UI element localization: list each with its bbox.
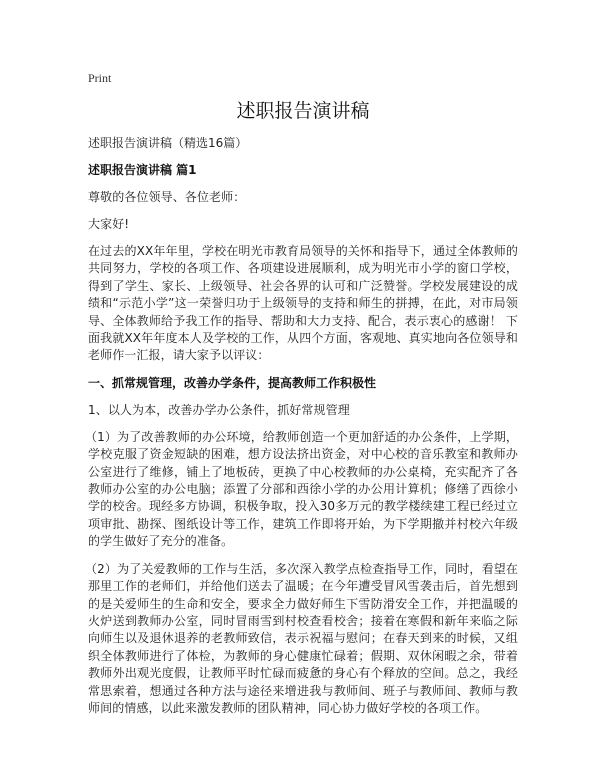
salutation: 尊敬的各位领导、各位老师： xyxy=(88,190,246,204)
greeting: 大家好! xyxy=(88,217,130,231)
paragraph-1: （1）为了改善教师的办公环境，给教师创造一个更加舒适的办公条件，上学期，学校克服了资金短缺的困难，想方设法挤出资金，对中心校的音乐教室和教师办公室进行了维修，铺上了地板砖，更换了中心校教师的办公桌椅，充实配齐了各教师办公室的办公电脑；添置了分部和西徐小学的办公用计算机；修缮了西徐小学的校舍。现经多方协调，积极争取，投入30多万元的教学楼续建工程已经过立项审批、勘探、图纸设计等工作，建筑工作即将开始，为下学期撤并村校六年级的学生做好了充分的准备。 xyxy=(85,429,518,549)
document-title: 述职报告演讲稿 xyxy=(236,100,370,122)
document-page xyxy=(85,70,518,727)
intro-paragraph: 在过去的XX年年里，学校在明光市教育局领导的关怀和指导下，通过全体教师的共同努力，学校的各项工作、各项建设进展顺利，成为明光市小学的窗口学校，得到了学生、家长、上级领导、社会各界的认可和广泛赞誉。学校发展建设的成绩和“示范小学”这一荣誉归功于上级领导的支持和师生的拼搏，在此，对市局领导、全体教师给予我工作的指导、帮助和大力支持、配合，表示衷心的感谢！ 下面我就XX年年度本人及学校的工作，从四个方面，客观地、真实地向各位领导和老师作一汇报，请大家予以评议： xyxy=(88,244,518,363)
paragraph-2: （2）为了关爱教师的工作与生活，多次深入教学点检查指导工作，同时，看望在那里工作的老师们，并给他们送去了温暖；在今年遭受冒风雪袭击后，首先想到的是关爱师生的生命和安全，要求全力做好师生下雪防滑安全工作，并把温暖的火炉送到教师办公室，同时冒雨雪到村校查看校舍；接着在寒假和新年来临之际向师生以及退休退养的老教师致信，表示祝福与慰问；在春天到来的时候，又组织全体教师进行了体检，为教师的身心健康忙碌着；假期、双休闲暇之余，带着教师外出观光度假，让教师平时忙碌而疲惫的身心有个释放的空间。总之，我经常思索着，想通过各种方法与途径来增进我与教师间、班子与教师间、教师与教师间的情感，以此来激发教师的团队精神，同心协力做好学校的各项工作。 xyxy=(85,561,518,715)
subheading-1: 1、以人为本，改善办学办公条件，抓好常规管理 xyxy=(88,402,350,417)
document-subtitle: 述职报告演讲稿（精选16篇） xyxy=(88,136,248,150)
heading-1: 一、抓常规管理，改善办学条件，提高教师工作积极性 xyxy=(88,375,377,390)
print-label[interactable]: Print xyxy=(88,71,112,85)
section-title: 述职报告演讲稿 篇1 xyxy=(88,163,197,177)
